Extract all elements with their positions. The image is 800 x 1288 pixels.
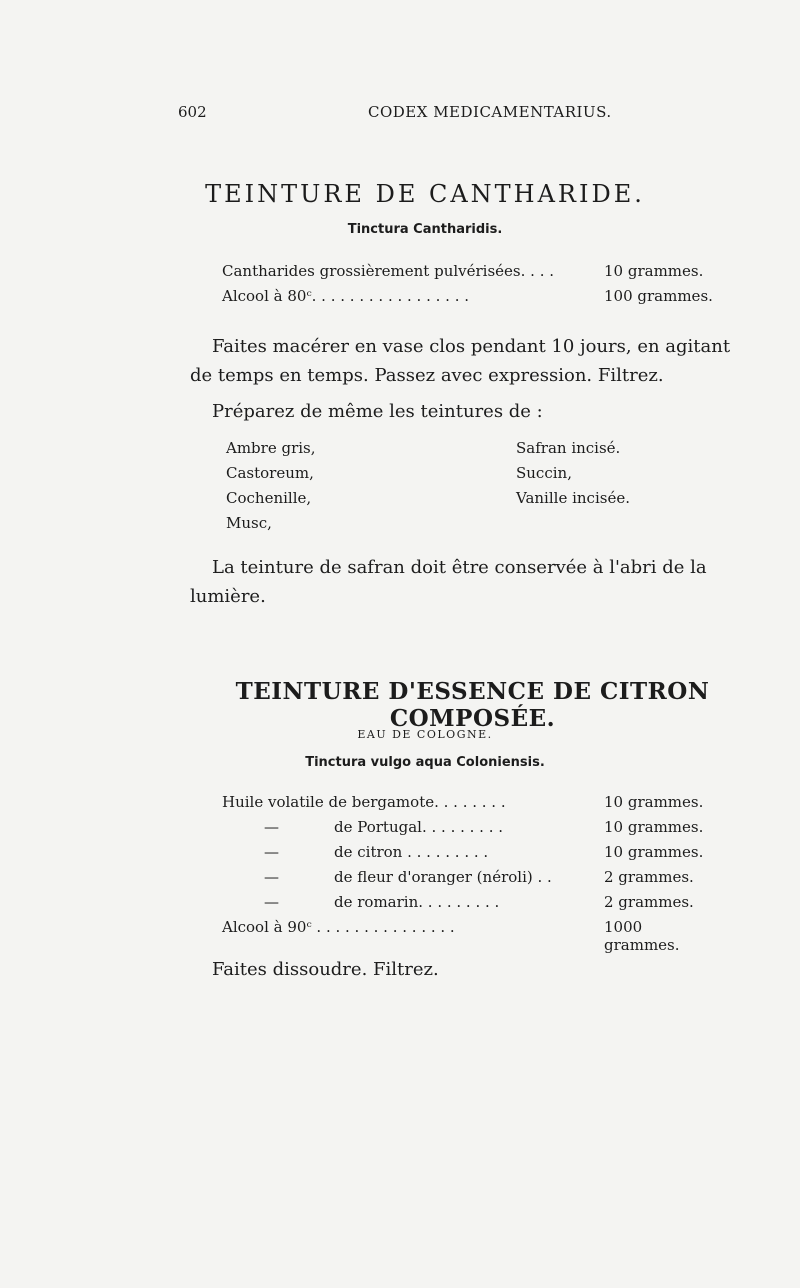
page-header [178, 103, 738, 123]
instructions-paragraph [190, 332, 755, 390]
note-paragraph [190, 553, 755, 611]
list-item: Safran incisé. [516, 439, 621, 457]
section-title-cantharide: TEINTURE DE CANTHARIDE. [205, 180, 645, 208]
page-number: 602 [178, 103, 207, 121]
ingredient-name: de romarin. . . . . . . . . [334, 893, 500, 911]
ingredient-qty: 100 grammes. [604, 287, 713, 305]
ingredient-name: Alcool à 80ᶜ. . . . . . . . . . . . . . . . . [222, 287, 469, 305]
ingredient-qty: 10 grammes. [604, 843, 704, 861]
instructions-text: Faites macérer en vase clos pendant 10 jours, en agitant de temps en temps. Passez avec expression. Filtrez. [190, 336, 731, 386]
list-item: Castoreum, [226, 464, 314, 482]
ingredient-qty: 10 grammes. [604, 818, 704, 836]
ingredient-row [222, 893, 722, 915]
latin-name-citron: Tinctura vulgo aqua Coloniensis. [305, 755, 545, 770]
ingredient-qty: 10 grammes. [604, 793, 704, 811]
ingredient-name: Huile volatile de bergamote. . . . . . . . [222, 793, 506, 811]
ingredient-row [222, 287, 722, 309]
ingredient-row [222, 918, 722, 954]
list-item: Musc, [226, 514, 272, 532]
dissolve-instructions [190, 955, 755, 984]
ingredient-qty: 10 grammes. [604, 262, 704, 280]
latin-name-cantharide: Tinctura Cantharidis. [347, 222, 503, 237]
ingredient-name: Cantharides grossièrement pulvérisées. . . . [222, 262, 555, 280]
ditto-dash: — [264, 868, 279, 886]
dissolve-text: Faites dissoudre. Filtrez. [212, 959, 439, 980]
ingredient-qty: 2 grammes. [604, 893, 694, 911]
list-item: Succin, [516, 464, 572, 482]
ingredient-name: Alcool à 90ᶜ . . . . . . . . . . . . . . . [222, 918, 455, 936]
ditto-dash: — [264, 893, 279, 911]
ingredient-row [222, 843, 722, 865]
ingredient-name: de citron . . . . . . . . . [334, 843, 489, 861]
ingredient-qty: 1000 grammes. [604, 918, 680, 954]
prepare-intro-text: Préparez de même les teintures de : [212, 401, 543, 422]
section-title-citron: TEINTURE D'ESSENCE DE CITRON COMPOSÉE. [235, 678, 710, 732]
list-item: Cochenille, [226, 489, 312, 507]
prepare-intro [190, 397, 755, 426]
section-subtitle: EAU DE COLOGNE. [357, 728, 493, 741]
running-title: CODEX MEDICAMENTARIUS. [368, 103, 612, 121]
ingredient-row [222, 818, 722, 840]
note-text: La teinture de safran doit être conservée à l'abri de la lumière. [190, 557, 707, 607]
ingredient-row [222, 793, 722, 815]
ingredient-name: de Portugal. . . . . . . . . [334, 818, 504, 836]
list-item: Ambre gris, [226, 439, 316, 457]
ingredient-qty: 2 grammes. [604, 868, 694, 886]
ditto-dash: — [264, 843, 279, 861]
ditto-dash: — [264, 818, 279, 836]
ingredient-row [222, 262, 722, 284]
ingredient-row [222, 868, 722, 890]
list-item: Vanille incisée. [516, 489, 630, 507]
ingredient-name: de fleur d'oranger (néroli) . . [334, 868, 552, 886]
